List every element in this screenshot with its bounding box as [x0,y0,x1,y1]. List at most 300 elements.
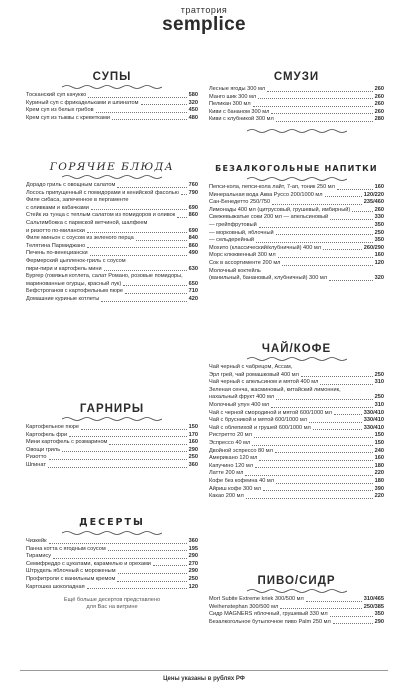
dot-leader [49,459,187,460]
section-title: ЧАЙ/КОФЕ [261,343,332,355]
menu-item [209,116,384,124]
menu-item-name: Свежевыжатые соки 200 мл — апельсиновый [209,214,329,221]
menu-item-price: 420 [188,295,198,302]
menu-item-name: Крем суп из белых грибов [26,107,94,114]
menu-item [26,100,198,108]
menu-item-name: Манго шик 300 мл [209,93,257,100]
menu-item [209,596,384,604]
menu-item [26,266,198,274]
menu-item-price: 195 [188,545,198,552]
menu-item-name: Морс клюквенный 300 мл [209,252,276,259]
dot-leader [271,113,372,114]
dot-leader [104,270,187,271]
menu-item-name: Тосканский суп качукко [26,92,87,98]
dot-leader [117,581,186,582]
menu-item-name: Чай черный с апельсином и мятой 400 мл [209,379,319,386]
menu-item [209,245,384,253]
menu-item-name: Пеликан 300 мл [209,101,251,108]
menu-item-name: Киви с бананом 300 мл [209,108,270,115]
menu-item-name: Профитроли с ванильным кремом [26,575,116,582]
menu-item-name: Чай с брусникой и мятой 600/1000 мл [209,417,308,424]
desserts-note-line: Ещё больше десертов представлено [63,597,161,604]
menu-item-name: Молочный улун 400 мл [209,401,270,408]
dot-leader [108,550,187,551]
menu-item-price: 650 [188,280,198,287]
menu-item [26,212,198,220]
menu-item [26,235,198,243]
menu-item-price: 360 [188,461,198,468]
menu-item-price: 580 [188,92,198,98]
menu-item-name: Чизкейк [26,538,47,544]
menu-item-price: 690 [188,227,198,234]
menu-item [209,275,384,283]
dot-leader [153,565,187,566]
menu-item [209,470,384,478]
dot-leader [337,189,373,190]
menu-item-name: Бефстроганов с картофельным пюре [26,288,124,295]
menu-item-name: Овощи гриль [26,446,61,453]
menu-item [26,296,198,304]
menu-item [26,288,198,296]
dot-leader [256,242,373,243]
dot-leader [313,429,362,430]
section-garnish [26,402,198,470]
menu-item [209,486,384,494]
menu-item [209,619,384,627]
menu-item [26,447,198,455]
menu-item-price: 290 [188,568,198,575]
menu-item-name: Mort Subite Extreme kriek 300/500 мл [209,596,304,602]
menu-item-price: 235/460 [363,199,384,206]
menu-item [209,252,384,260]
menu-item-name: Крем суп из тыквы с креветками [26,114,110,121]
dot-leader [278,257,373,258]
footer-divider [20,670,388,671]
menu-item-price: 150 [188,424,198,430]
menu-item-name: Сальтимбокка с пармской ветчиной, шалфеем [26,219,148,226]
dot-leader [320,384,372,385]
dot-leader [91,209,187,210]
menu-item [209,237,384,245]
menu-item-price: 170 [188,431,198,438]
section-title: ГАРНИРЫ [79,403,145,415]
menu-item-name: Лосось припущенный с помидорами и кенийской фасолью [26,189,179,196]
menu-item-price: 360 [188,538,198,544]
dot-leader [263,490,373,491]
menu-item-name: маринованные огурцы, красный лук) [26,280,122,287]
menu-item-price: 280 [374,116,384,123]
menu-item [209,387,384,395]
menu-item-name: Тирамису [26,553,52,560]
section-hot-dishes [26,160,198,304]
menu-item-name: Стейк из тунца с теплым салатом из помидоров и оливок [26,212,176,219]
menu-item-name: Ризотто [26,454,47,461]
menu-item [209,184,384,192]
dot-leader [53,558,187,559]
menu-item [209,364,384,372]
menu-item-price: 330/410 [363,409,384,416]
menu-item [209,199,384,207]
menu-item-price: 330/410 [363,417,384,424]
menu-item-price: 330/410 [363,424,384,431]
menu-item [26,561,198,569]
menu-item-name: Печень по-венециански [26,250,88,257]
dot-leader [330,219,373,220]
menu-item [209,478,384,486]
dot-leader [352,211,372,212]
dot-leader [88,97,186,98]
dot-leader [276,234,373,235]
menu-item-name: Молочный коктейль [209,267,261,274]
desserts-note [26,597,198,611]
menu-item [209,402,384,410]
menu-item-price: 240 [374,447,384,454]
menu-item-price: 320 [188,99,198,106]
menu-item-name: Кофе без кофеина 40 мл [209,477,274,484]
menu-item [209,440,384,448]
menu-item-price: 450 [188,107,198,114]
menu-item [26,553,198,561]
menu-item [26,281,198,289]
dot-leader [280,608,362,609]
menu-item-price: 840 [188,235,198,242]
logo-name: semplice [162,14,246,35]
menu-item-name: Безалкогольное бутылочное пиво Palm 250 мл [209,618,331,625]
section-tea-coffee [209,342,384,501]
menu-item-price: 260 [374,206,384,213]
menu-item [26,432,198,440]
wave-divider-icon [247,176,347,182]
menu-item [26,220,198,228]
dot-leader [259,460,372,461]
dot-leader [118,573,187,574]
dot-leader [276,483,373,484]
menu-item [26,115,198,123]
menu-item-price: 120 [188,583,198,590]
menu-item-price: 350 [374,237,384,244]
menu-item-price: 220 [374,470,384,477]
menu-item-name: Шпинат [26,461,46,468]
menu-item-name: Домашние куриные котлеты [26,295,100,302]
dot-leader [101,301,186,302]
section-smoothie [209,70,384,134]
dot-leader [306,601,362,602]
dot-leader [141,104,187,105]
dot-leader [276,121,373,122]
menu-item-name: Пепси-кола, пепси-кола лайт, 7-ап, тоник 250 мл [209,184,335,190]
menu-item [209,101,384,109]
dot-leader [87,247,186,248]
menu-item [26,243,198,251]
menu-item [26,228,198,236]
menu-item-price: 310 [374,379,384,386]
menu-item-name: Бургер (говяжья котлета, салат Романо, розовые помидоры, [26,273,183,280]
wave-divider-icon [62,174,162,180]
menu-item [209,222,384,230]
menu-item-name: Капучино 120 мл [209,462,253,469]
dot-leader [62,451,187,452]
dot-leader [267,91,373,92]
menu-item-price: 120 [374,259,384,266]
menu-item-name: Семифреддо с цукатами, карамелью и орехами [26,560,151,567]
dot-leader [123,285,186,286]
menu-item [209,268,384,276]
dot-leader [87,588,187,589]
menu-item-price: 180 [374,462,384,469]
section-title: ПИВО/СИДР [257,575,336,587]
dot-leader [90,255,187,256]
menu-item-name: Weihenstephan 300/500 мл [209,603,279,610]
menu-item [26,205,198,213]
dot-leader [177,217,186,218]
wave-divider-icon [62,530,162,536]
menu-item [209,109,384,117]
dot-leader [253,106,373,107]
menu-item-name: Картошка шоколадная [26,583,85,590]
section-soft-drinks [209,162,384,283]
menu-item [209,214,384,222]
dot-leader [272,204,362,205]
menu-item [26,190,198,198]
desserts-note-line: для Вас на витрине [86,604,138,611]
menu-item-price: 220 [374,493,384,500]
menu-item-name: Чай с облепихой и грушей 600/1000 мл [209,424,311,431]
menu-item-name: пири-пири и картофель мини [26,265,102,272]
menu-item-name: Ристретто 20 мл [209,432,252,439]
dot-leader [276,399,373,400]
section-title: СУПЫ [92,71,132,83]
menu-item [26,258,198,266]
menu-item [209,207,384,215]
menu-item-price: 690 [188,204,198,211]
menu-item [26,197,198,205]
menu-item-price: 490 [188,250,198,257]
dot-leader [255,467,373,468]
section-desserts [26,516,198,611]
menu-item-price: 350 [374,611,384,618]
menu-item-price: 480 [188,114,198,121]
menu-item-price: 320 [374,275,384,282]
dot-leader [275,452,373,453]
menu-item-name: Филе миньон с соусом из зеленого перца [26,235,134,242]
logo-subtitle: траттория [180,5,228,15]
menu-item-price: 310 [374,401,384,408]
menu-item [26,182,198,190]
menu-item [26,584,198,592]
menu-item-price: 860 [188,212,198,219]
dot-leader [246,498,373,499]
dot-leader [96,112,187,113]
menu-item-price: 150 [374,439,384,446]
menu-item-name: (ванильный, банановый, клубничный) 300 мл [209,275,328,282]
menu-item [209,455,384,463]
menu-item-name: — сельдерейный [209,237,255,244]
menu-item-name: Минеральная вода Аква Руссо 200/1000 мл [209,191,323,198]
menu-item-price: 250/385 [363,603,384,610]
section-title: БЕЗАЛКОГОЛЬНЫЕ НАПИТКИ [215,164,378,173]
menu-item-name: Зеленая сенча, жасминовый, китайский лимонник, [209,386,341,393]
menu-item-price: 180 [374,477,384,484]
dot-leader [117,187,186,188]
section-title: СМУЗИ [273,71,320,83]
menu-item-price: 120/220 [363,191,384,198]
menu-item-name: Филе сибаса, запеченное в пергаменте [26,197,129,204]
menu-item-price: 390 [374,485,384,492]
dot-leader [282,265,372,266]
menu-item-price: 860 [188,242,198,249]
menu-item [209,372,384,380]
menu-item-name: Сидр MAGNERS яблочный, грушевый 330 мл [209,611,328,618]
menu-item-name: Панна котта с ягодным соусом [26,545,106,552]
menu-item-name: и ризотто по-милански [26,227,85,234]
dot-leader [254,437,373,438]
menu-item [209,493,384,501]
menu-item-name: Картофельное пюре [26,424,79,430]
menu-item-name: Лесные ягоды 300 мл [209,86,266,92]
menu-item [209,448,384,456]
menu-item-name: Эрл грей, чай ромашковый 400 мл [209,371,299,378]
menu-item-price: 260/290 [363,244,384,251]
menu-item-price: 290 [188,553,198,560]
menu-item-name: Чай черный с чабрецом, Ассам, [209,364,293,370]
menu-item-price: 260 [374,93,384,100]
menu-item-name: Фермерский цыпленок-гриль с соусом [26,257,126,264]
menu-item-name: Дорадо гриль с овощным салатом [26,182,116,188]
menu-item-price: 250 [188,575,198,582]
menu-item-price: 310/465 [363,596,384,602]
menu-item [209,192,384,200]
menu-item-price: 250 [374,371,384,378]
menu-item-price: 330 [374,214,384,221]
menu-item-name: — морковный, яблочный [209,229,274,236]
dot-leader [112,119,187,120]
dot-leader [252,445,372,446]
menu-item [26,250,198,258]
menu-item [26,462,198,470]
menu-item-price: 710 [188,288,198,295]
wave-divider-icon [247,588,347,594]
dot-leader [329,280,373,281]
dot-leader [301,376,373,377]
dot-leader [333,623,373,624]
dot-leader [48,467,187,468]
menu-item-price: 260 [374,86,384,92]
menu-item [26,107,198,115]
dot-leader [271,407,373,408]
menu-item [209,417,384,425]
menu-item-name: Киви с клубникой 300 мл [209,116,274,123]
menu-item-name: Сок в ассортименте 200 мл [209,259,281,266]
menu-item [209,260,384,268]
menu-item [26,92,198,100]
dot-leader [258,98,373,99]
menu-item [26,273,198,281]
dot-leader [181,194,187,195]
dot-leader [136,240,187,241]
menu-item-price: 250 [374,394,384,401]
dot-leader [81,429,187,430]
menu-item [26,424,198,432]
dot-leader [109,444,186,445]
dot-leader [323,249,362,250]
menu-item-price: 160 [188,439,198,446]
menu-item-price: 630 [188,265,198,272]
dot-leader [334,414,362,415]
dot-leader [245,475,372,476]
menu-item-name: Американо 120 мл [209,455,258,462]
menu-item-name: Сан-Бенедетто 250/750 [209,199,271,206]
menu-item-price: 350 [374,221,384,228]
dot-leader [325,196,362,197]
menu-item-name: Картофель фри [26,431,68,438]
menu-item-price: 760 [188,182,198,188]
menu-item [209,86,384,94]
menu-item-price: 260 [374,108,384,115]
menu-item [26,576,198,584]
menu-item [26,568,198,576]
footer-note: Цены указаны в рублях РФ [163,676,245,682]
dot-leader [125,293,187,294]
menu-item [26,538,198,546]
menu-item-name: Мохито (классический/клубничный) 400 мл [209,244,322,251]
section-title: ГОРЯЧИЕ БЛЮДА [49,161,175,173]
menu-item-price: 250 [374,229,384,236]
menu-item [26,439,198,447]
menu-item [209,410,384,418]
menu-item-price: 160 [374,455,384,462]
menu-item-price: 270 [188,560,198,567]
menu-item [209,425,384,433]
menu-item [26,546,198,554]
menu-item [209,432,384,440]
menu-item [209,611,384,619]
section-title: ДЕСЕРТЫ [79,517,145,528]
dot-leader [87,232,187,233]
menu-item [209,94,384,102]
menu-item-name: нахальный фрукт 400 мл [209,394,275,401]
menu-item-name: с оливками и кабачками [26,204,89,211]
menu-item-name: Какао 200 мл [209,493,244,500]
dot-leader [330,616,373,617]
menu-item-name: Двойной эспрессо 80 мл [209,447,273,454]
menu-item-name: Мини картофель с розмарином [26,439,108,446]
wave-divider-icon [62,416,162,422]
menu-item-name: Латте 200 мл [209,470,244,477]
menu-item-name: Лимонады 400 мл (цитрусовый, грушевый, имбирный) [209,206,351,213]
section-soups [26,70,198,122]
menu-item-price: 260 [374,101,384,108]
dot-leader [259,227,373,228]
menu-item [26,454,198,462]
section-beer-cider [209,574,384,626]
menu-item-price: 150 [374,432,384,439]
menu-item [209,463,384,471]
menu-item-name: Чай с черной смородиной и мятой 600/1000 мл [209,409,332,416]
menu-item-price: 290 [188,446,198,453]
dot-leader [49,543,187,544]
menu-item-name: — грейпфрутовый [209,221,257,228]
dot-leader [309,422,362,423]
wave-divider-icon [247,128,347,134]
menu-item-name: Куриный суп с фрикадельками и шпинатом [26,99,139,106]
menu-item [209,230,384,238]
dot-leader [69,436,187,437]
menu-item [209,394,384,402]
menu-item [209,604,384,612]
menu-item-price: 250 [188,454,198,461]
menu-item-name: Айриш кофе 300 мл [209,485,262,492]
menu-item-price: 160 [374,252,384,259]
